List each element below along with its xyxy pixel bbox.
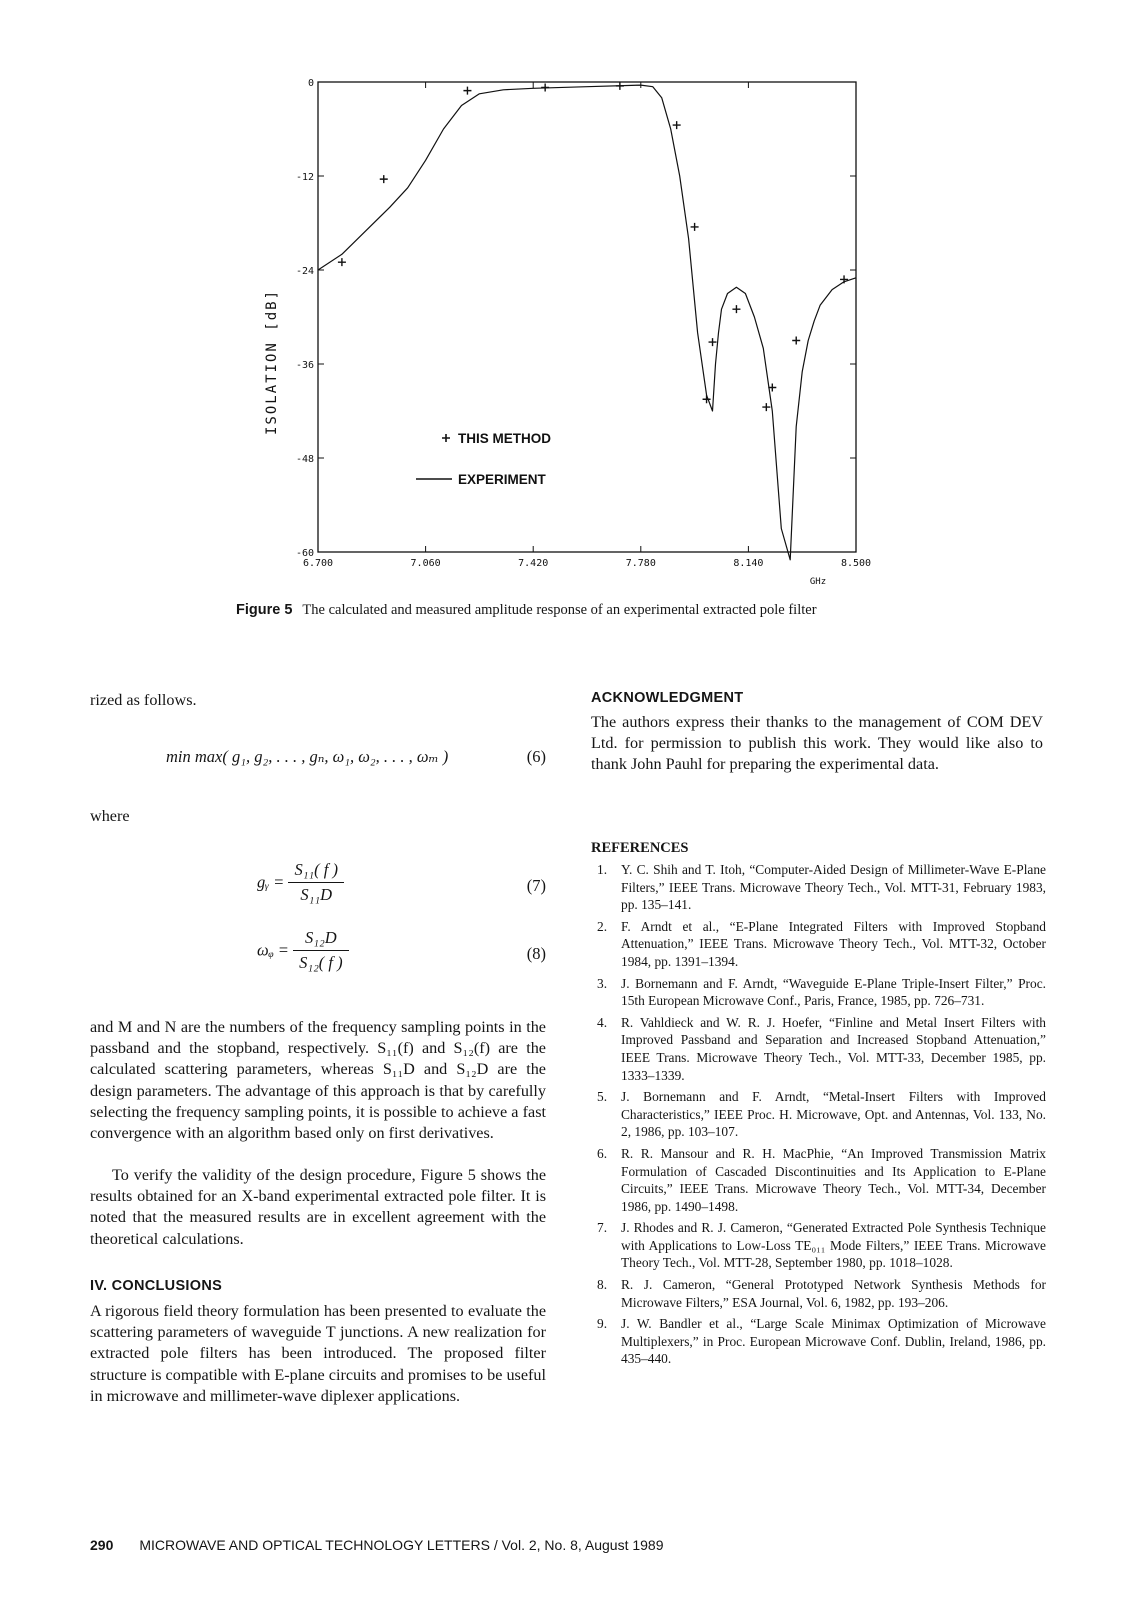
y-axis-label: ISOLATION [dB] bbox=[264, 288, 280, 436]
x-tick-label: 6.700 bbox=[302, 558, 334, 569]
this-method-marker bbox=[541, 83, 549, 91]
equation-7-number: (7) bbox=[526, 876, 546, 895]
reference-number: 2. bbox=[597, 918, 608, 934]
reference-number: 5. bbox=[597, 1089, 608, 1105]
reference-number: 7. bbox=[597, 1220, 608, 1236]
paragraph-1: and M and N are the numbers of the frequency sampling points in the passband and the stopband, respectively. S₁₁(f) and S₁₂(f) are the calculated scattering parameters, whereas S₁₁D and S₁₂D are the design parameters. The advantage of this approach is that by carefully selecting the frequency sampling points, it is possible to achieve a fast convergence with an algorithm based only on first derivatives. bbox=[90, 1018, 546, 1143]
y-tick-label: -24 bbox=[295, 266, 314, 277]
reference-item bbox=[597, 1145, 1046, 1215]
this-method-marker bbox=[732, 305, 740, 313]
this-method-marker bbox=[762, 403, 770, 411]
reference-text: J. W. Bandler et al., “Large Scale Minimax Optimization of Microwave Multiplexers,” in Proc. European Microwave Conf. Dublin, Ireland, 1986, pp. 435–440. bbox=[621, 1316, 1046, 1367]
equation-7 bbox=[257, 860, 546, 905]
where-text: where bbox=[90, 807, 130, 825]
figure-label: Figure 5 bbox=[236, 602, 293, 618]
acknowledgment-heading: ACKNOWLEDGMENT bbox=[591, 690, 744, 706]
reference-item bbox=[597, 1088, 1046, 1141]
reference-text: J. Bornemann and F. Arndt, “Metal-Insert Filters with Improved Characteristics,” IEEE Proc. H. Microwave, Opt. and Antennas, Vol. 133, No. 2, 1986, pp. 103–107. bbox=[621, 1089, 1046, 1140]
equation-8 bbox=[257, 928, 546, 973]
legend-label-this-method: THIS METHOD bbox=[458, 431, 551, 446]
y-tick-label: 0 bbox=[307, 78, 314, 89]
plot-frame bbox=[318, 82, 856, 552]
this-method-marker bbox=[792, 337, 800, 345]
intro-text: rized as follows. bbox=[90, 691, 197, 709]
reference-item bbox=[597, 1014, 1046, 1084]
x-tick-label: 8.500 bbox=[840, 558, 872, 569]
equation-6-body: min max( g₁, g₂, . . . , gₙ, ω₁, ω₂, . . . , ωₘ ) bbox=[166, 747, 449, 766]
equation-8-denominator: S₁₂( f ) bbox=[299, 953, 343, 972]
x-tick-label: 7.060 bbox=[410, 558, 441, 569]
y-tick-label: -48 bbox=[295, 454, 314, 465]
journal-name: MICROWAVE AND OPTICAL TECHNOLOGY LETTERS / Vol. 2, No. 8, August 1989 bbox=[139, 1537, 664, 1553]
reference-text: R. Vahldieck and W. R. J. Hoefer, “Finline and Metal Insert Filters with Improved Passband and Separation and Increased Stopband Attenuation,” IEEE Trans. Microwave Theory Tech., Vol. MTT-33, December 1985, pp. 1333–1339. bbox=[621, 1014, 1046, 1083]
equation-6-number: (6) bbox=[526, 747, 546, 766]
legend-marker-plus bbox=[442, 434, 450, 442]
reference-number: 9. bbox=[597, 1316, 608, 1332]
conclusions-heading: IV. CONCLUSIONS bbox=[90, 1278, 223, 1294]
x-tick-label: 8.140 bbox=[733, 558, 764, 569]
conclusions-text: A rigorous field theory formulation has been presented to evaluate the scattering parameters of waveguide T junctions. A new realization for extracted pole filters has been introduced. The proposed filter structure is compatible with E-plane circuits and promises to be useful in microwave and millimeter-wave diplexer applications. bbox=[90, 1302, 546, 1405]
reference-text: Y. C. Shih and T. Itoh, “Computer-Aided Design of Millimeter-Wave E-Plane Filters,” IEEE Trans. Microwave Theory Tech., Vol. MTT-31, February 1983, pp. 135–141. bbox=[621, 862, 1046, 913]
paragraph-2: To verify the validity of the design procedure, Figure 5 shows the results obtained for an X-band experimental extracted pole filter. It is noted that the measured results are in excellent agreement with the theoretical calculations. bbox=[90, 1166, 546, 1248]
reference-item bbox=[597, 1315, 1046, 1368]
reference-item bbox=[597, 861, 1046, 914]
acknowledgment-text: The authors express their thanks to the management of COM DEV Ltd. for permission to publish this work. They would like also to thank John Pauhl for preparing the experimental data. bbox=[591, 713, 1043, 774]
reference-number: 1. bbox=[597, 862, 608, 877]
equation-8-lhs: ωᵩ = bbox=[257, 940, 289, 960]
isolation-chart bbox=[250, 70, 880, 600]
reference-number: 3. bbox=[597, 975, 608, 991]
equation-8-numerator: S₁₂D bbox=[293, 928, 349, 951]
reference-number: 8. bbox=[597, 1277, 608, 1293]
reference-number: 6. bbox=[597, 1145, 608, 1161]
this-method-marker bbox=[840, 275, 848, 283]
reference-item bbox=[597, 975, 1046, 1010]
equation-6 bbox=[166, 747, 546, 767]
equation-7-numerator: S₁₁( f ) bbox=[288, 860, 344, 883]
this-method-marker bbox=[380, 175, 388, 183]
references-heading: REFERENCES bbox=[591, 840, 689, 856]
y-tick-label: -36 bbox=[295, 360, 314, 371]
this-method-marker bbox=[616, 82, 624, 90]
equation-7-lhs: gᵧ = bbox=[257, 872, 285, 892]
x-tick-label: 7.780 bbox=[625, 558, 656, 569]
equation-7-denominator: S₁₁D bbox=[300, 885, 333, 904]
equation-8-number: (8) bbox=[526, 944, 546, 963]
reference-text: J. Bornemann and F. Arndt, “Waveguide E-Plane Triple-Insert Filter,” Proc. 15th European Microwave Conf., Paris, France, 1985, pp. 726–731. bbox=[621, 975, 1046, 1009]
x-axis-label: GHz bbox=[809, 577, 827, 587]
reference-text: R. R. Mansour and R. H. MacPhie, “An Improved Transmission Matrix Formulation of Cascaded Discontinuities and Its Application to E-Plane Circuits,” IEEE Trans. Microwave Theory Tech., Vol. MTT-34, December 1986, pp. 1490–1498. bbox=[621, 1145, 1046, 1214]
reference-number: 4. bbox=[597, 1014, 608, 1030]
figure-caption-text: The calculated and measured amplitude response of an experimental extracted pole filter bbox=[302, 602, 817, 618]
y-tick-label: -12 bbox=[295, 172, 314, 183]
reference-item bbox=[597, 918, 1046, 971]
page-number: 290 bbox=[90, 1537, 114, 1553]
this-method-marker bbox=[691, 223, 699, 231]
references-list bbox=[597, 861, 1046, 1372]
this-method-marker bbox=[709, 338, 717, 346]
page-footer bbox=[90, 1537, 664, 1553]
experiment-series-line bbox=[318, 85, 856, 560]
reference-text: J. Rhodes and R. J. Cameron, “Generated Extracted Pole Synthesis Technique with Applications to Low-Loss TE₀₁₁ Mode Filters,” IEEE Trans. Microwave Theory Tech., Vol. MTT-28, September 1980, pp. 1018–1028. bbox=[621, 1220, 1046, 1271]
reference-item bbox=[597, 1219, 1046, 1272]
x-tick-label: 7.420 bbox=[518, 558, 549, 569]
this-method-marker bbox=[673, 121, 681, 129]
legend-label-experiment: EXPERIMENT bbox=[458, 472, 546, 487]
figure-caption bbox=[236, 602, 956, 619]
reference-text: F. Arndt et al., “E-Plane Integrated Filters with Improved Stopband Attenuation,” IEEE Trans. Microwave Theory Tech., Vol. MTT-32, October 1984, pp. 1391–1394. bbox=[621, 918, 1046, 969]
this-method-marker bbox=[463, 87, 471, 95]
reference-item bbox=[597, 1276, 1046, 1311]
reference-text: R. J. Cameron, “General Prototyped Network Synthesis Methods for Microwave Filters,” ESA Journal, Vol. 6, 1982, pp. 193–206. bbox=[621, 1277, 1046, 1310]
y-tick-label: -60 bbox=[295, 548, 314, 559]
this-method-marker bbox=[338, 258, 346, 266]
